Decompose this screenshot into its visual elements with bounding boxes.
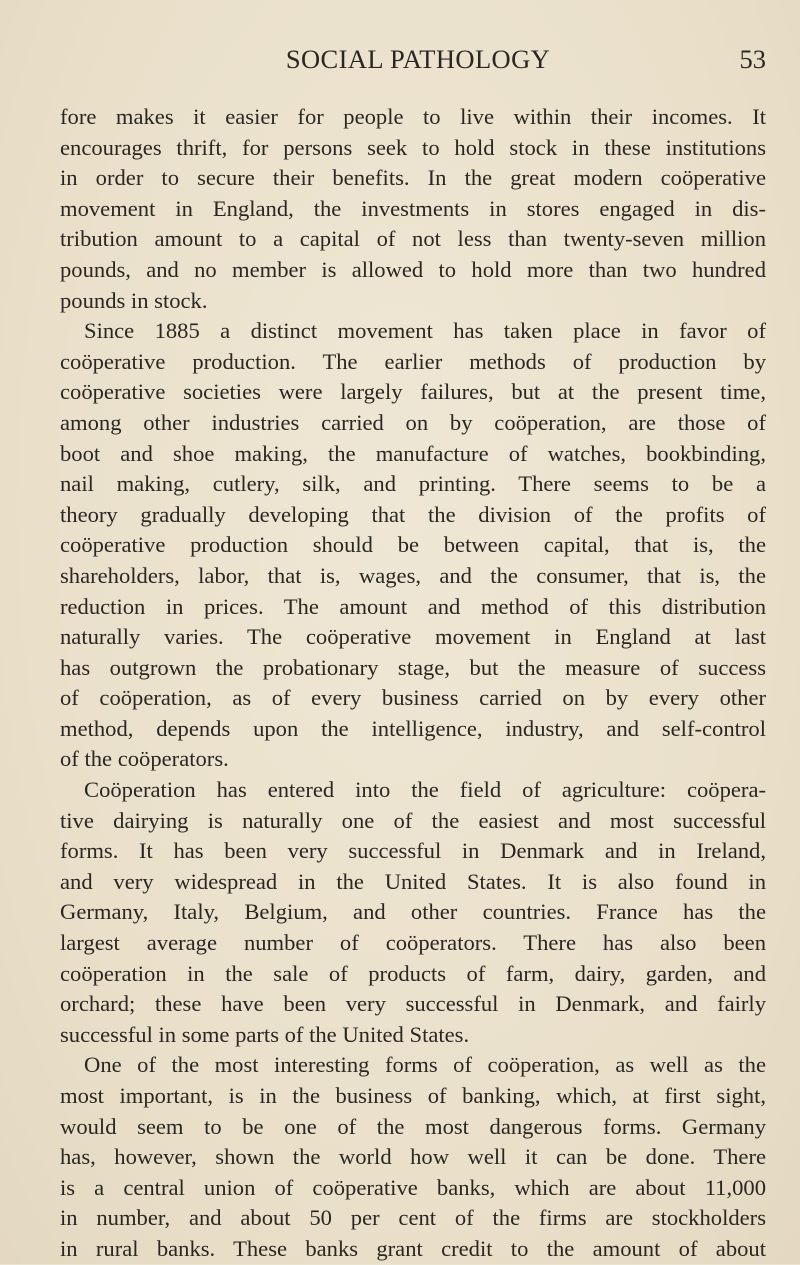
paragraph-first-line: One of the most interesting forms of coöperation, as well as the bbox=[84, 1052, 766, 1078]
text-line: largest average number of coöperators. There has also been bbox=[60, 930, 766, 956]
paragraph-first-line: Coöperation has entered into the field of agriculture: coöpera- bbox=[84, 777, 766, 803]
text-line: boot and shoe making, the manufacture of watches, bookbinding, bbox=[60, 440, 766, 466]
running-title: SOCIAL PATHOLOGY bbox=[285, 44, 551, 74]
text-line: method, depends upon the intelligence, industry, and self-control bbox=[60, 715, 766, 741]
text-line: is a central union of coöperative banks, which are about 11,000 bbox=[60, 1174, 766, 1200]
paragraph-first-line: Since 1885 a distinct movement has taken place in favor of bbox=[84, 318, 766, 344]
text-line: and very widespread in the United States. It is also found in bbox=[60, 868, 766, 894]
text-line: of the coöperators. bbox=[60, 746, 229, 772]
text-line: encourages thrift, for persons seek to hold stock in these institutions bbox=[60, 134, 766, 160]
text-line: would seem to be one of the most dangerous forms. Germany bbox=[60, 1113, 766, 1139]
text-line: coöperative production. The earlier methods of production by bbox=[60, 348, 766, 374]
text-line: in number, and about 50 per cent of the firms are stockholders bbox=[60, 1205, 766, 1231]
text-line: successful in some parts of the United States. bbox=[60, 1021, 470, 1047]
text-line: coöperative societies were largely failures, but at the present time, bbox=[60, 379, 766, 405]
text-line: nail making, cutlery, silk, and printing. There seems to be a bbox=[60, 471, 766, 497]
body-text bbox=[60, 102, 766, 1265]
text-line: reduction in prices. The amount and method of this distribution bbox=[60, 593, 766, 619]
text-line: coöperative production should be between capital, that is, the bbox=[60, 532, 766, 558]
text-line: shareholders, labor, that is, wages, and the consumer, that is, the bbox=[60, 562, 766, 588]
text-line: in rural banks. These banks grant credit to the amount of about bbox=[60, 1235, 766, 1261]
text-line: has outgrown the probationary stage, but the measure of success bbox=[60, 654, 766, 680]
text-line: coöperation in the sale of products of farm, dairy, garden, and bbox=[60, 960, 766, 986]
text-line: in order to secure their benefits. In the great modern coöperative bbox=[60, 165, 766, 191]
text-line: tribution amount to a capital of not less than twenty-seven million bbox=[60, 226, 766, 252]
text-line: fore makes it easier for people to live within their incomes. It bbox=[60, 104, 766, 129]
page-number: 53 bbox=[739, 44, 766, 74]
text-line: has, however, shown the world how well it can be done. There bbox=[60, 1144, 766, 1170]
text-line: forms. It has been very successful in Denmark and in Ireland, bbox=[60, 838, 766, 864]
text-line: tive dairying is naturally one of the easiest and most successful bbox=[60, 807, 766, 833]
text-line: of coöperation, as of every business carried on by every other bbox=[60, 685, 766, 711]
text-line: theory gradually developing that the division of the profits of bbox=[60, 501, 766, 527]
text-line: orchard; these have been very successful in Denmark, and fairly bbox=[60, 991, 766, 1017]
text-line: pounds in stock. bbox=[60, 287, 208, 313]
text-line: most important, is in the business of banking, which, at first sight, bbox=[60, 1083, 766, 1108]
text-line: Germany, Italy, Belgium, and other countries. France has the bbox=[60, 899, 766, 925]
text-line: naturally varies. The coöperative movement in England at last bbox=[60, 624, 766, 650]
running-head bbox=[60, 44, 766, 84]
text-line: movement in England, the investments in stores engaged in dis- bbox=[60, 195, 766, 221]
text-line: pounds, and no member is allowed to hold more than two hundred bbox=[60, 256, 766, 282]
text-line: among other industries carried on by coöperation, are those of bbox=[60, 409, 766, 435]
